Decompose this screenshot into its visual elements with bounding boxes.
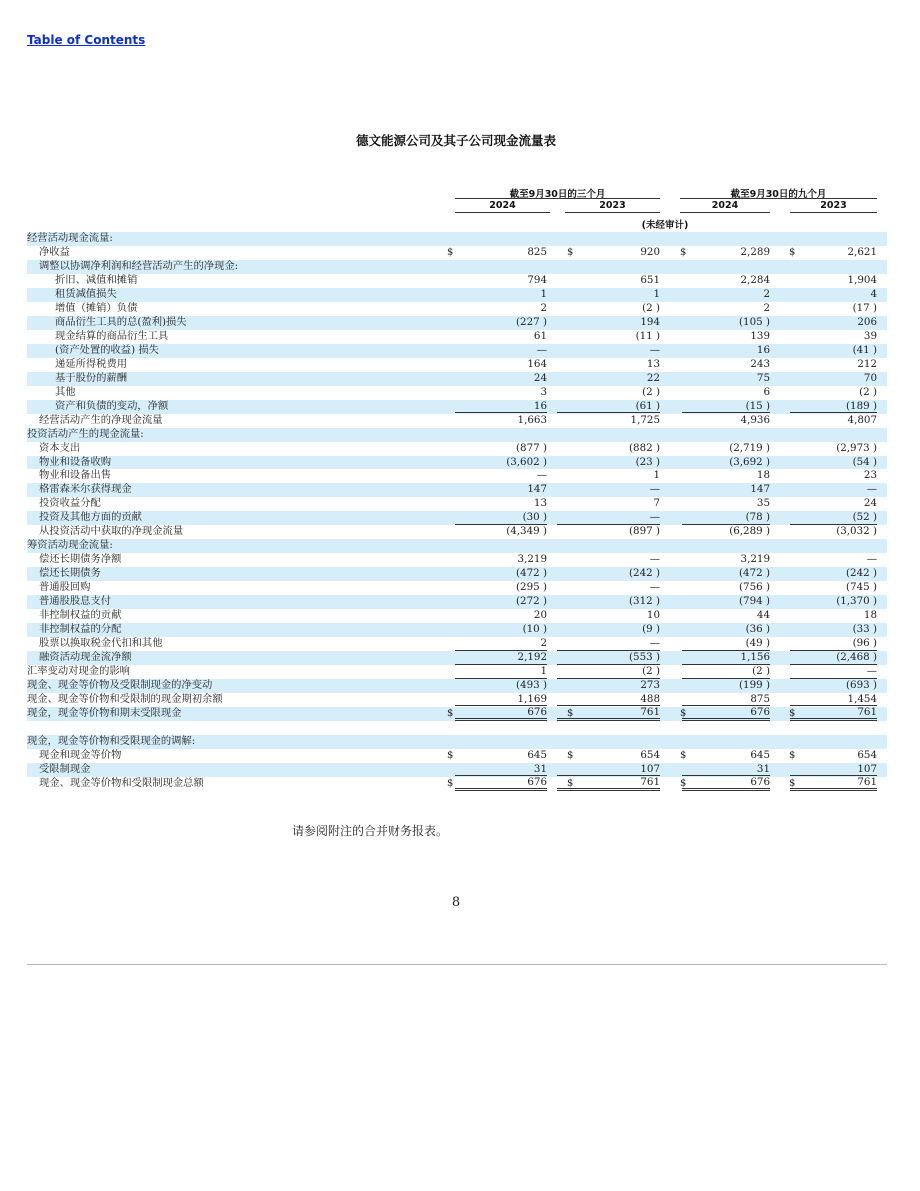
cell-value: (54 ) — [852, 455, 877, 468]
cell-value: 1,663 — [517, 413, 547, 426]
cell-value: 70 — [863, 371, 877, 384]
spacer-row — [27, 721, 887, 735]
cell-value: 20 — [533, 609, 547, 622]
cell-value: 3,219 — [740, 553, 770, 566]
cell-value: 676 — [455, 707, 547, 721]
cell-value: 794 — [527, 273, 547, 286]
cell-value: 3 — [540, 385, 547, 398]
cell-value: 13 — [533, 497, 547, 510]
cell-value: (882 ) — [629, 441, 660, 454]
row-label: 物业和设备收购 — [39, 455, 112, 468]
cell-value: (2,719 ) — [729, 441, 770, 454]
cell-value: (49 ) — [682, 637, 770, 651]
cell-value: 23 — [863, 469, 877, 482]
cell-value: 488 — [557, 693, 660, 707]
cell-value: 18 — [756, 469, 770, 482]
cell-value: — — [649, 553, 660, 566]
cell-value: (242 ) — [846, 567, 877, 580]
table-row — [27, 637, 887, 651]
row-label: 融资活动现金流净额 — [39, 651, 132, 664]
table-row — [27, 623, 887, 637]
cell-value: (2 ) — [682, 665, 770, 679]
row-label: 经营活动现金流量: — [27, 232, 113, 244]
cell-value: (2 ) — [859, 385, 877, 398]
cell-value: (2 ) — [557, 665, 660, 679]
cell-value: 1 — [455, 665, 547, 679]
cell-value: (30 ) — [455, 511, 547, 525]
cell-value: 1,454 — [790, 693, 877, 707]
header-year-1-rule — [455, 212, 550, 213]
cell-value: (36 ) — [745, 623, 770, 636]
table-row — [27, 749, 887, 763]
currency-symbol: $ — [789, 749, 796, 761]
table-row — [27, 595, 887, 609]
cell-value: 761 — [790, 707, 877, 721]
cell-value: (96 ) — [790, 637, 877, 651]
currency-symbol: $ — [789, 246, 796, 258]
header-three-months: 截至9月30日的三个月 — [509, 189, 606, 200]
table-row — [27, 777, 887, 791]
cell-value: 1 — [540, 287, 547, 300]
cell-value: 920 — [640, 245, 660, 258]
table-row — [27, 763, 887, 777]
cell-value: 654 — [857, 748, 877, 761]
currency-symbol: $ — [680, 707, 687, 719]
cell-value: 107 — [790, 763, 877, 777]
row-label: 递延所得税费用 — [55, 357, 128, 370]
cell-value: (10 ) — [522, 623, 547, 636]
cell-value: — — [649, 483, 660, 496]
cell-value: (794 ) — [739, 595, 770, 608]
currency-symbol: $ — [680, 749, 687, 761]
row-label: 从投资活动中获取的净现金流量 — [39, 525, 184, 538]
table-row — [27, 414, 887, 428]
cell-value: 44 — [756, 609, 770, 622]
cell-value: (272 ) — [516, 595, 547, 608]
cell-value: 10 — [646, 609, 660, 622]
row-label: 资产和负债的变动，净额 — [55, 399, 169, 412]
currency-symbol: $ — [680, 246, 687, 258]
cell-value: (472 ) — [739, 567, 770, 580]
cell-value: (897 ) — [629, 525, 660, 538]
header-year-3: 2024 — [711, 200, 739, 211]
cell-value: 645 — [527, 748, 547, 761]
cell-value: 24 — [863, 497, 877, 510]
row-label: 现金，现金等价物和受限现金的调解: — [27, 734, 196, 747]
cell-value: (493 ) — [516, 679, 547, 691]
table-row — [27, 567, 887, 581]
cell-value: 7 — [653, 497, 660, 510]
cell-value: (472 ) — [516, 567, 547, 580]
page-divider — [27, 964, 887, 965]
row-label: 调整以协调净利润和经营活动产生的净现金: — [39, 259, 239, 272]
header-year-4: 2023 — [820, 200, 847, 211]
row-label: 偿还长期债务净额 — [39, 553, 122, 566]
cell-value: 651 — [640, 273, 660, 286]
row-label: 经营活动产生的净现金流量 — [39, 413, 163, 426]
table-row — [27, 246, 887, 260]
currency-symbol: $ — [567, 246, 574, 258]
cell-value: 1,904 — [847, 273, 877, 286]
cell-value: 3,219 — [517, 553, 547, 566]
currency-symbol: $ — [447, 777, 454, 789]
cell-value: 825 — [527, 245, 547, 258]
cell-value: (1,370 ) — [836, 595, 877, 608]
cell-value: 24 — [533, 371, 547, 384]
table-row — [27, 511, 887, 525]
cell-value: 61 — [533, 329, 547, 342]
cell-value: (61 ) — [557, 400, 660, 414]
row-label: 现金和现金等价物 — [39, 748, 122, 761]
row-label: 偿还长期债务 — [39, 567, 101, 580]
row-label: 现金、现金等价物和受限制现金总额 — [39, 776, 204, 789]
cell-value: 2 — [763, 301, 770, 314]
cell-value: — — [536, 469, 547, 482]
footnote: 请参阅附注的合并财务报表。 — [292, 824, 449, 838]
cell-value: (2,973 ) — [836, 441, 877, 454]
row-label: 增值（摊销）负债 — [55, 301, 138, 314]
table-row — [27, 539, 887, 553]
cell-value: (23 ) — [635, 455, 660, 468]
cell-value: 676 — [682, 777, 770, 791]
cell-value: (3,602 ) — [506, 455, 547, 468]
cell-value: (2 ) — [642, 301, 660, 314]
row-label: 格雷森米尔获得现金 — [39, 483, 132, 496]
header-year-4-rule — [790, 212, 877, 213]
row-label: 物业和设备出售 — [39, 469, 112, 482]
row-label: 租赁减值损失 — [55, 287, 117, 300]
currency-symbol: $ — [447, 246, 454, 258]
header-year-1: 2024 — [489, 200, 516, 211]
cell-value: (877 ) — [516, 441, 547, 454]
row-label: 现金、现金等价物及受限制现金的净变动 — [27, 679, 213, 691]
cell-value: 2,192 — [455, 651, 547, 665]
cell-value: (312 ) — [629, 595, 660, 608]
cell-value: (756 ) — [739, 581, 770, 594]
cell-value: (105 ) — [739, 315, 770, 328]
table-row — [27, 581, 887, 595]
row-label: 投资及其他方面的贡献 — [39, 511, 142, 524]
cell-value: — — [557, 637, 660, 651]
row-label: 非控制权益的贡献 — [39, 609, 122, 622]
cell-value: 654 — [640, 748, 660, 761]
cell-value: 1,156 — [682, 651, 770, 665]
table-row — [27, 665, 887, 679]
table-row — [27, 497, 887, 511]
cell-value: 164 — [527, 357, 547, 370]
cell-value: 273 — [640, 679, 660, 691]
table-row — [27, 260, 887, 274]
table-row — [27, 330, 887, 344]
table-row — [27, 707, 887, 721]
cell-value: 243 — [750, 357, 770, 370]
unaudited-label: (未经审计) — [641, 220, 689, 231]
cell-value: 22 — [646, 371, 660, 384]
row-label: 净收益 — [39, 245, 70, 258]
cell-value: 4,936 — [740, 413, 770, 426]
cell-value: (3,692 ) — [729, 455, 770, 468]
cell-value: 761 — [790, 777, 877, 791]
cell-value: — — [790, 665, 877, 679]
header-nine-months-rule — [680, 198, 877, 199]
row-label: 普通股股息支付 — [39, 595, 112, 608]
cell-value: 1 — [653, 287, 660, 300]
table-row — [27, 274, 887, 288]
row-label: 非控制权益的分配 — [39, 623, 122, 636]
header-year-2: 2023 — [599, 200, 626, 211]
table-row — [27, 553, 887, 567]
cell-value: 35 — [756, 497, 770, 510]
header-nine-months: 截至9月30日的九个月 — [730, 189, 827, 200]
currency-symbol: $ — [447, 707, 454, 719]
header-year-3-rule — [680, 212, 770, 213]
cell-value: 2 — [540, 301, 547, 314]
cell-value: 31 — [682, 763, 770, 777]
cell-value: — — [557, 511, 660, 525]
cell-value: (2 ) — [642, 385, 660, 398]
cell-value: 1,169 — [455, 693, 547, 707]
row-label: 投资活动产生的现金流量: — [27, 427, 144, 440]
cell-value: 2 — [763, 287, 770, 300]
table-row — [27, 651, 887, 665]
row-label: 资本支出 — [39, 441, 81, 454]
cell-value: (6,289 ) — [729, 525, 770, 538]
table-row — [27, 358, 887, 372]
row-label: 商品衍生工具的总(盈利)损失 — [55, 315, 187, 328]
table-row — [27, 693, 887, 707]
currency-symbol: $ — [447, 749, 454, 761]
cell-value: — — [536, 343, 547, 356]
cell-value: 147 — [750, 483, 770, 496]
cell-value: 147 — [527, 483, 547, 496]
cell-value: — — [649, 581, 660, 594]
table-row — [27, 400, 887, 414]
header-three-months-rule — [455, 198, 660, 199]
table-row — [27, 456, 887, 470]
cell-value: 31 — [455, 763, 547, 777]
currency-symbol: $ — [680, 777, 687, 789]
row-label: 现金结算的商品衍生工具 — [55, 329, 169, 342]
row-label: 其他 — [55, 385, 76, 398]
cell-value: 139 — [750, 329, 770, 342]
cell-value: 16 — [455, 400, 547, 414]
table-row — [27, 386, 887, 400]
table-row — [27, 288, 887, 302]
cell-value: 18 — [863, 609, 877, 622]
cash-flow-table — [27, 232, 887, 791]
row-label: 受限制现金 — [39, 762, 91, 775]
row-label: 汇率变动对现金的影响 — [27, 665, 130, 678]
cell-value: 2,289 — [740, 245, 770, 258]
table-row — [27, 735, 887, 749]
cell-value: (553 ) — [557, 651, 660, 665]
cell-value: 676 — [682, 707, 770, 721]
cell-value: 2 — [455, 637, 547, 651]
cell-value: 4 — [870, 287, 877, 300]
cell-value: 212 — [857, 357, 877, 370]
table-row — [27, 232, 887, 246]
currency-symbol: $ — [567, 777, 574, 789]
cell-value: (17 ) — [852, 301, 877, 314]
cell-value: 194 — [640, 315, 660, 328]
header-year-2-rule — [565, 212, 660, 213]
cell-value: (242 ) — [629, 567, 660, 580]
currency-symbol: $ — [567, 707, 574, 719]
cell-value: 875 — [682, 693, 770, 707]
row-label: 折旧、减值和摊销 — [55, 273, 138, 286]
table-row — [27, 442, 887, 456]
cell-value: (295 ) — [516, 581, 547, 594]
table-row — [27, 302, 887, 316]
table-row — [27, 469, 887, 483]
table-row — [27, 483, 887, 497]
row-label: 筹资活动现金流量: — [27, 539, 113, 552]
cell-value: 761 — [557, 707, 660, 721]
page-number: 8 — [451, 895, 461, 910]
cell-value: 75 — [756, 371, 770, 384]
cell-value: (745 ) — [846, 581, 877, 594]
cell-value: 13 — [646, 357, 660, 370]
statement-title: 德文能源公司及其子公司现金流量表 — [355, 133, 556, 148]
cell-value: (2,468 ) — [790, 651, 877, 665]
cell-value: 2,284 — [740, 273, 770, 286]
cell-value: (15 ) — [682, 400, 770, 414]
cell-value: (33 ) — [852, 623, 877, 636]
cell-value: (3,032 ) — [836, 525, 877, 538]
cell-value: (11 ) — [635, 329, 660, 342]
cell-value: 16 — [756, 343, 770, 356]
table-row — [27, 428, 887, 442]
table-row — [27, 372, 887, 386]
table-of-contents-link[interactable]: Table of Contents — [27, 33, 146, 47]
cell-value: (41 ) — [852, 343, 877, 356]
table-row — [27, 344, 887, 358]
cell-value: — — [649, 343, 660, 356]
cell-value: (189 ) — [790, 400, 877, 414]
currency-symbol: $ — [567, 749, 574, 761]
cell-value: 761 — [557, 777, 660, 791]
cell-value: 676 — [455, 777, 547, 791]
currency-symbol: $ — [789, 777, 796, 789]
row-label: 普通股回购 — [39, 581, 91, 594]
table-row — [27, 316, 887, 330]
table-row — [27, 609, 887, 623]
row-label: 股票以换取税金代扣和其他 — [39, 637, 163, 650]
cell-value: (693 ) — [846, 679, 877, 691]
cell-value: (199 ) — [739, 679, 770, 691]
cell-value: — — [866, 483, 877, 496]
cell-value: (4,349 ) — [506, 525, 547, 538]
cell-value: 39 — [863, 329, 877, 342]
cell-value: 2,621 — [847, 245, 877, 258]
row-label: 投资收益分配 — [39, 497, 101, 510]
cell-value: 1 — [653, 469, 660, 482]
cell-value: 6 — [763, 385, 770, 398]
cell-value: 645 — [750, 748, 770, 761]
cell-value: (78 ) — [682, 511, 770, 525]
cell-value: 4,807 — [847, 413, 877, 426]
table-row — [27, 679, 887, 693]
row-label: 基于股份的薪酬 — [55, 371, 128, 384]
cell-value: (52 ) — [790, 511, 877, 525]
cell-value: 206 — [857, 315, 877, 328]
currency-symbol: $ — [789, 707, 796, 719]
cell-value: — — [866, 553, 877, 566]
cell-value: 1,725 — [630, 413, 660, 426]
row-label: 现金、现金等价物和受限制的现金期初余额 — [27, 692, 223, 705]
cell-value: (227 ) — [516, 315, 547, 328]
cell-value: 107 — [557, 763, 660, 777]
row-label: (资产处置的收益) 损失 — [55, 343, 159, 356]
table-row — [27, 525, 887, 539]
cell-value: (9 ) — [642, 623, 660, 636]
row-label: 现金，现金等价物和期末受限现金 — [27, 706, 182, 719]
